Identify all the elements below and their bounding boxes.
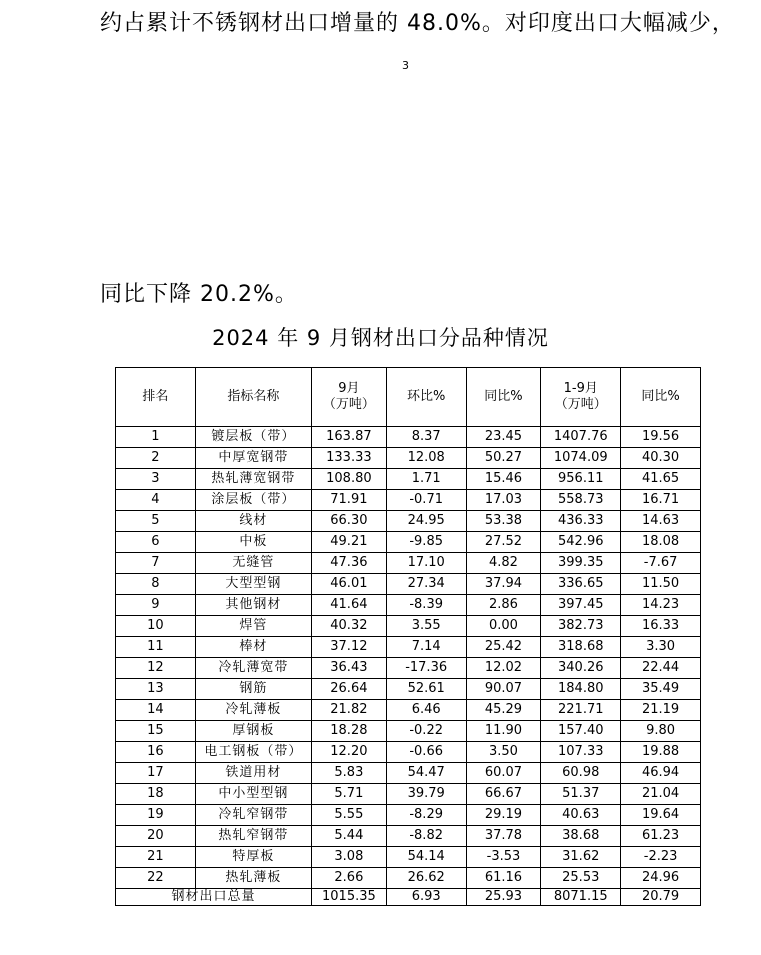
yoy-cell: 25.42 [466,637,541,658]
ytd-yoy-cell: 22.44 [621,658,701,679]
ytd-volume-cell: 382.73 [541,616,621,637]
sep-volume-cell: 133.33 [312,448,387,469]
table-row [116,427,701,448]
rank-cell: 5 [116,511,196,532]
total-cell: 8071.15 [541,889,621,906]
mom-cell: 54.47 [386,763,466,784]
item-name-cell: 棒材 [195,637,311,658]
item-name-cell: 中厚宽钢带 [195,448,311,469]
item-name-cell: 热轧薄宽钢带 [195,469,311,490]
rank-cell: 9 [116,595,196,616]
sep-volume-cell: 26.64 [312,679,387,700]
mom-cell: -8.39 [386,595,466,616]
mom-cell: -0.22 [386,721,466,742]
table-row [116,826,701,847]
item-name-cell: 冷轧窄钢带 [195,805,311,826]
yoy-cell: 61.16 [466,868,541,889]
mom-cell: -17.36 [386,658,466,679]
item-name-cell: 涂层板（带） [195,490,311,511]
item-name-cell: 镀层板（带） [195,427,311,448]
ytd-volume-cell: 340.26 [541,658,621,679]
header-mom: 环比% [386,368,466,427]
ytd-volume-cell: 51.37 [541,784,621,805]
header-rank: 排名 [116,368,196,427]
mom-cell: 3.55 [386,616,466,637]
sep-volume-cell: 5.55 [312,805,387,826]
table-title: 2024 年 9 月钢材出口分品种情况 [212,326,549,350]
item-name-cell: 中小型型钢 [195,784,311,805]
ytd-yoy-cell: 9.80 [621,721,701,742]
yoy-cell: 0.00 [466,616,541,637]
ytd-yoy-cell: 46.94 [621,763,701,784]
ytd-volume-cell: 31.62 [541,847,621,868]
yoy-cell: 90.07 [466,679,541,700]
sep-volume-cell: 66.30 [312,511,387,532]
total-cell: 20.79 [621,889,701,906]
ytd-yoy-cell: 41.65 [621,469,701,490]
page-number: 3 [402,59,409,72]
sep-volume-cell: 18.28 [312,721,387,742]
item-name-cell: 冷轧薄宽带 [195,658,311,679]
sep-volume-cell: 3.08 [312,847,387,868]
yoy-cell: 3.50 [466,742,541,763]
yoy-cell: 45.29 [466,700,541,721]
ytd-volume-cell: 1074.09 [541,448,621,469]
yoy-cell: -3.53 [466,847,541,868]
rank-cell: 22 [116,868,196,889]
mom-cell: 54.14 [386,847,466,868]
rank-cell: 15 [116,721,196,742]
ytd-yoy-cell: 16.71 [621,490,701,511]
table-row [116,637,701,658]
ytd-volume-cell: 157.40 [541,721,621,742]
header-ytd-volume: 1-9月 （万吨） [541,368,621,427]
rank-cell: 21 [116,847,196,868]
ytd-volume-cell: 397.45 [541,595,621,616]
mom-cell: -8.29 [386,805,466,826]
ytd-yoy-cell: 35.49 [621,679,701,700]
ytd-yoy-cell: -7.67 [621,553,701,574]
ytd-volume-cell: 399.35 [541,553,621,574]
ytd-volume-cell: 558.73 [541,490,621,511]
table-row [116,784,701,805]
sep-volume-cell: 41.64 [312,595,387,616]
sep-volume-cell: 49.21 [312,532,387,553]
ytd-yoy-cell: 61.23 [621,826,701,847]
table-row [116,658,701,679]
sep-volume-cell: 36.43 [312,658,387,679]
table-row [116,595,701,616]
ytd-yoy-cell: 18.08 [621,532,701,553]
ytd-volume-cell: 318.68 [541,637,621,658]
steel-export-table [115,367,701,906]
table-row [116,763,701,784]
rank-cell: 17 [116,763,196,784]
ytd-volume-cell: 221.71 [541,700,621,721]
ytd-volume-cell: 60.98 [541,763,621,784]
header-item-name: 指标名称 [195,368,311,427]
mom-cell: -8.82 [386,826,466,847]
rank-cell: 4 [116,490,196,511]
rank-cell: 19 [116,805,196,826]
mom-cell: 12.08 [386,448,466,469]
yoy-cell: 29.19 [466,805,541,826]
item-name-cell: 大型型钢 [195,574,311,595]
mom-cell: -0.66 [386,742,466,763]
paragraph-top: 约占累计不锈钢材出口增量的 48.0%。对印度出口大幅减少， [100,11,735,36]
table-row [116,553,701,574]
yoy-cell: 2.86 [466,595,541,616]
table-row [116,511,701,532]
sep-volume-cell: 108.80 [312,469,387,490]
ytd-yoy-cell: 19.56 [621,427,701,448]
header-yoy: 同比% [466,368,541,427]
total-cell: 6.93 [386,889,466,906]
rank-cell: 16 [116,742,196,763]
rank-cell: 6 [116,532,196,553]
yoy-cell: 53.38 [466,511,541,532]
yoy-cell: 12.02 [466,658,541,679]
rank-cell: 18 [116,784,196,805]
ytd-volume-cell: 1407.76 [541,427,621,448]
rank-cell: 8 [116,574,196,595]
mom-cell: 7.14 [386,637,466,658]
item-name-cell: 热轧窄钢带 [195,826,311,847]
item-name-cell: 铁道用材 [195,763,311,784]
yoy-cell: 23.45 [466,427,541,448]
item-name-cell: 无缝管 [195,553,311,574]
sep-volume-cell: 163.87 [312,427,387,448]
sep-volume-cell: 2.66 [312,868,387,889]
mom-cell: 26.62 [386,868,466,889]
yoy-cell: 27.52 [466,532,541,553]
item-name-cell: 电工钢板（带） [195,742,311,763]
yoy-cell: 17.03 [466,490,541,511]
ytd-yoy-cell: 3.30 [621,637,701,658]
table-row [116,574,701,595]
table-row [116,616,701,637]
rank-cell: 13 [116,679,196,700]
table-row [116,532,701,553]
table-row [116,448,701,469]
sep-volume-cell: 47.36 [312,553,387,574]
rank-cell: 20 [116,826,196,847]
table-row [116,805,701,826]
ytd-volume-cell: 107.33 [541,742,621,763]
ytd-yoy-cell: 24.96 [621,868,701,889]
ytd-yoy-cell: 14.23 [621,595,701,616]
table-row [116,847,701,868]
ytd-volume-cell: 38.68 [541,826,621,847]
rank-cell: 14 [116,700,196,721]
ytd-yoy-cell: 19.64 [621,805,701,826]
mom-cell: -9.85 [386,532,466,553]
sep-volume-cell: 21.82 [312,700,387,721]
item-name-cell: 焊管 [195,616,311,637]
item-name-cell: 厚钢板 [195,721,311,742]
mom-cell: 52.61 [386,679,466,700]
ytd-volume-cell: 25.53 [541,868,621,889]
table-row [116,469,701,490]
table-header-row [116,368,701,427]
mom-cell: 8.37 [386,427,466,448]
mom-cell: 17.10 [386,553,466,574]
ytd-yoy-cell: 11.50 [621,574,701,595]
mom-cell: 27.34 [386,574,466,595]
rank-cell: 7 [116,553,196,574]
yoy-cell: 15.46 [466,469,541,490]
item-name-cell: 冷轧薄板 [195,700,311,721]
ytd-yoy-cell: 16.33 [621,616,701,637]
sep-volume-cell: 5.71 [312,784,387,805]
sep-volume-cell: 37.12 [312,637,387,658]
item-name-cell: 其他钢材 [195,595,311,616]
ytd-yoy-cell: 21.04 [621,784,701,805]
rank-cell: 11 [116,637,196,658]
sep-volume-cell: 40.32 [312,616,387,637]
sep-volume-cell: 12.20 [312,742,387,763]
yoy-cell: 50.27 [466,448,541,469]
table-row [116,679,701,700]
yoy-cell: 11.90 [466,721,541,742]
ytd-yoy-cell: -2.23 [621,847,701,868]
ytd-yoy-cell: 40.30 [621,448,701,469]
sep-volume-cell: 5.83 [312,763,387,784]
total-cell: 1015.35 [312,889,387,906]
yoy-cell: 37.94 [466,574,541,595]
table-row [116,742,701,763]
total-cell: 25.93 [466,889,541,906]
item-name-cell: 特厚板 [195,847,311,868]
table-row [116,700,701,721]
ytd-volume-cell: 542.96 [541,532,621,553]
table-total-row [116,889,701,906]
ytd-volume-cell: 956.11 [541,469,621,490]
rank-cell: 2 [116,448,196,469]
yoy-cell: 66.67 [466,784,541,805]
yoy-cell: 4.82 [466,553,541,574]
rank-cell: 3 [116,469,196,490]
ytd-volume-cell: 336.65 [541,574,621,595]
mom-cell: 24.95 [386,511,466,532]
rank-cell: 1 [116,427,196,448]
rank-cell: 12 [116,658,196,679]
header-ytd-yoy: 同比% [621,368,701,427]
mom-cell: -0.71 [386,490,466,511]
paragraph-bottom: 同比下降 20.2%。 [100,282,298,307]
item-name-cell: 钢筋 [195,679,311,700]
sep-volume-cell: 5.44 [312,826,387,847]
ytd-yoy-cell: 19.88 [621,742,701,763]
mom-cell: 1.71 [386,469,466,490]
ytd-volume-cell: 184.80 [541,679,621,700]
table-row [116,868,701,889]
item-name-cell: 热轧薄板 [195,868,311,889]
table-row [116,721,701,742]
header-sep-volume: 9月 （万吨） [312,368,387,427]
ytd-yoy-cell: 21.19 [621,700,701,721]
ytd-yoy-cell: 14.63 [621,511,701,532]
ytd-volume-cell: 40.63 [541,805,621,826]
item-name-cell: 线材 [195,511,311,532]
item-name-cell: 中板 [195,532,311,553]
mom-cell: 6.46 [386,700,466,721]
mom-cell: 39.79 [386,784,466,805]
sep-volume-cell: 46.01 [312,574,387,595]
yoy-cell: 37.78 [466,826,541,847]
yoy-cell: 60.07 [466,763,541,784]
table-row [116,490,701,511]
total-label: 钢材出口总量 [116,889,312,906]
ytd-volume-cell: 436.33 [541,511,621,532]
sep-volume-cell: 71.91 [312,490,387,511]
rank-cell: 10 [116,616,196,637]
